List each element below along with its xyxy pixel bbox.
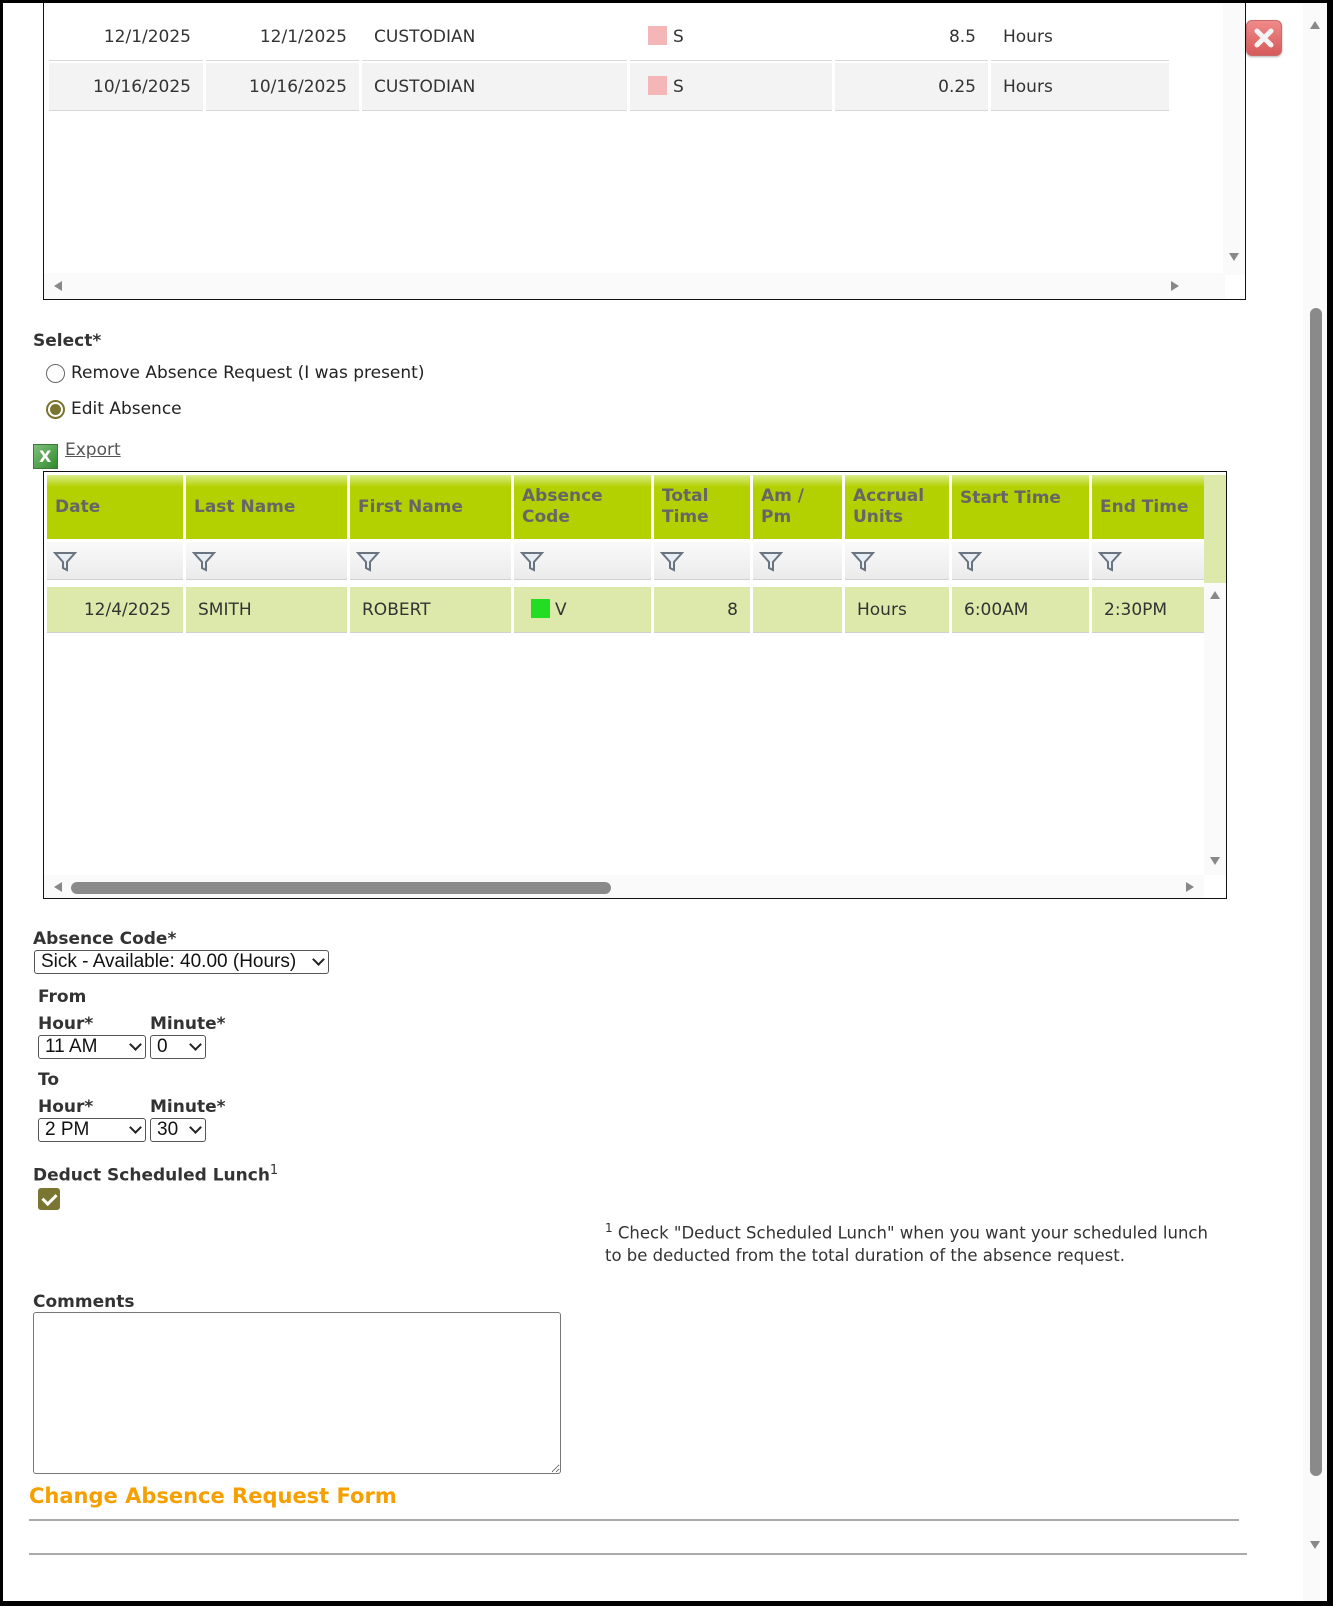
horizontal-scrollbar[interactable] bbox=[44, 273, 1225, 299]
from-label: From bbox=[38, 987, 87, 1007]
column-header-total-time[interactable]: Total Time bbox=[654, 475, 750, 539]
close-icon bbox=[1253, 27, 1275, 49]
from-hour-select[interactable] bbox=[38, 1035, 146, 1059]
to-minute-select[interactable] bbox=[150, 1118, 206, 1142]
code-cell bbox=[630, 13, 832, 61]
divider bbox=[29, 1553, 1247, 1555]
from-minute-select[interactable] bbox=[150, 1035, 206, 1059]
radio-remove-absence[interactable] bbox=[46, 363, 424, 383]
code-text: S bbox=[673, 27, 684, 47]
column-header-end-time[interactable]: End Time bbox=[1092, 475, 1205, 539]
divider bbox=[29, 1519, 1239, 1521]
chevron-down-icon bbox=[189, 1038, 202, 1051]
dialog-frame bbox=[3, 3, 1327, 1601]
am-pm-cell bbox=[753, 587, 842, 633]
filter-icon bbox=[192, 550, 216, 572]
scroll-left-arrow-icon[interactable] bbox=[54, 882, 62, 892]
column-header-last-name[interactable]: Last Name bbox=[186, 475, 347, 539]
vertical-scrollbar[interactable] bbox=[1204, 583, 1226, 875]
select-label: Select* bbox=[33, 331, 102, 351]
existing-absences-grid bbox=[43, 3, 1246, 300]
filter-total-time[interactable] bbox=[654, 542, 750, 580]
page-scroll-down-icon[interactable] bbox=[1310, 1541, 1320, 1549]
filter-icon bbox=[851, 550, 875, 572]
units-cell: Hours bbox=[991, 63, 1169, 111]
radio-label: Remove Absence Request (I was present) bbox=[71, 363, 425, 383]
filter-row bbox=[47, 542, 1208, 580]
column-header-start-time[interactable]: Start Time bbox=[952, 475, 1089, 539]
deduct-lunch-label: Deduct Scheduled Lunch$^1$ bbox=[33, 1163, 279, 1186]
filter-last-name[interactable] bbox=[186, 542, 347, 580]
filter-am-pm[interactable] bbox=[753, 542, 842, 580]
amount-cell: 8.5 bbox=[835, 13, 988, 61]
column-header-date[interactable]: Date bbox=[47, 475, 183, 539]
scroll-left-arrow-icon[interactable] bbox=[54, 281, 62, 291]
from-hour-label: Hour* bbox=[38, 1014, 94, 1034]
absence-code-cell bbox=[514, 587, 651, 633]
filter-icon bbox=[53, 550, 77, 572]
chevron-down-icon bbox=[129, 1121, 142, 1134]
first-name-cell: ROBERT bbox=[350, 587, 511, 633]
total-time-cell: 8 bbox=[654, 587, 750, 633]
chevron-down-icon bbox=[189, 1121, 202, 1134]
excel-icon bbox=[33, 444, 58, 469]
to-label: To bbox=[38, 1070, 60, 1090]
horizontal-scroll-thumb[interactable] bbox=[71, 882, 611, 894]
end-time-cell: 2:30PM bbox=[1092, 587, 1205, 633]
close-button[interactable] bbox=[1246, 20, 1282, 56]
end-date-cell: 12/1/2025 bbox=[206, 13, 359, 61]
comments-label: Comments bbox=[33, 1292, 135, 1312]
radio-edit-absence[interactable] bbox=[46, 399, 182, 419]
position-cell: CUSTODIAN bbox=[362, 63, 627, 111]
page-scroll-up-icon[interactable] bbox=[1310, 21, 1320, 29]
column-header-first-name[interactable]: First Name bbox=[350, 475, 511, 539]
code-color-swatch bbox=[648, 26, 667, 45]
to-minute-value: 30 bbox=[157, 1119, 179, 1140]
to-hour-select[interactable] bbox=[38, 1118, 146, 1142]
filter-icon bbox=[1098, 550, 1122, 572]
scroll-down-arrow-icon[interactable] bbox=[1229, 253, 1239, 261]
to-hour-label: Hour* bbox=[38, 1097, 94, 1117]
form-title: Change Absence Request Form bbox=[29, 1484, 397, 1508]
scroll-right-arrow-icon[interactable] bbox=[1171, 281, 1179, 291]
chevron-down-icon bbox=[129, 1038, 142, 1051]
filter-first-name[interactable] bbox=[350, 542, 511, 580]
filter-date[interactable] bbox=[47, 542, 183, 580]
position-cell: CUSTODIAN bbox=[362, 13, 627, 61]
from-minute-label: Minute* bbox=[150, 1014, 226, 1034]
page-scroll-thumb[interactable] bbox=[1310, 308, 1322, 1476]
horizontal-scrollbar[interactable] bbox=[44, 875, 1204, 899]
end-date-cell: 10/16/2025 bbox=[206, 63, 359, 111]
code-text: V bbox=[555, 600, 567, 620]
last-name-cell: SMITH bbox=[186, 587, 347, 633]
vertical-scrollbar[interactable] bbox=[1223, 3, 1245, 275]
filter-start-time[interactable] bbox=[952, 542, 1089, 580]
filter-accrual-units[interactable] bbox=[845, 542, 949, 580]
amount-cell: 0.25 bbox=[835, 63, 988, 111]
code-color-swatch bbox=[648, 76, 667, 95]
code-text: S bbox=[673, 77, 684, 97]
grid-header bbox=[47, 475, 1208, 539]
from-minute-value: 0 bbox=[157, 1036, 168, 1057]
column-header-absence-code[interactable]: Absence Code bbox=[514, 475, 651, 539]
start-date-cell: 12/1/2025 bbox=[49, 13, 203, 61]
filter-end-time[interactable] bbox=[1092, 542, 1205, 580]
deduct-lunch-checkbox[interactable] bbox=[38, 1188, 60, 1210]
table-row[interactable] bbox=[47, 587, 1208, 633]
absence-code-select[interactable] bbox=[34, 950, 329, 974]
code-color-swatch bbox=[531, 599, 550, 618]
code-cell bbox=[630, 63, 832, 111]
absence-code-label: Absence Code* bbox=[33, 929, 177, 949]
date-cell: 12/4/2025 bbox=[47, 587, 183, 633]
absence-code-value: Sick - Available: 40.00 (Hours) bbox=[41, 951, 297, 972]
to-hour-value: 2 PM bbox=[45, 1119, 90, 1140]
footnote-marker: 1 bbox=[269, 1163, 279, 1178]
filter-icon bbox=[660, 550, 684, 572]
scroll-down-arrow-icon[interactable] bbox=[1210, 857, 1220, 865]
table-row[interactable] bbox=[49, 63, 1174, 113]
filter-icon bbox=[958, 550, 982, 572]
scroll-up-arrow-icon[interactable] bbox=[1210, 591, 1220, 599]
chevron-down-icon bbox=[312, 953, 325, 966]
filter-absence-code[interactable] bbox=[514, 542, 651, 580]
radio-button-selected[interactable] bbox=[46, 400, 65, 419]
page-scrollbar[interactable] bbox=[1303, 3, 1327, 1601]
absence-grid bbox=[43, 471, 1227, 899]
export-label[interactable]: Export bbox=[65, 440, 121, 460]
column-header-accrual-units[interactable]: Accrual Units bbox=[845, 475, 949, 539]
radio-button[interactable] bbox=[46, 364, 65, 383]
filter-icon bbox=[520, 550, 544, 572]
header-scroll-spacer bbox=[1204, 475, 1226, 583]
to-minute-label: Minute* bbox=[150, 1097, 226, 1117]
scroll-right-arrow-icon[interactable] bbox=[1186, 882, 1194, 892]
comments-textarea[interactable] bbox=[33, 1312, 561, 1474]
from-hour-value: 11 AM bbox=[45, 1036, 98, 1057]
footnote-text: $^1$ Check "Deduct Scheduled Lunch" when you want your scheduled lunch to be deducted from the total duration of the absence request. bbox=[605, 1221, 1208, 1265]
export-link[interactable] bbox=[33, 440, 121, 469]
filter-icon bbox=[356, 550, 380, 572]
table-row[interactable] bbox=[49, 13, 1174, 63]
accrual-units-cell: Hours bbox=[845, 587, 949, 633]
start-date-cell: 10/16/2025 bbox=[49, 63, 203, 111]
start-time-cell: 6:00AM bbox=[952, 587, 1089, 633]
units-cell: Hours bbox=[991, 13, 1169, 61]
radio-label: Edit Absence bbox=[71, 399, 182, 419]
column-header-am-pm[interactable]: Am / Pm bbox=[753, 475, 842, 539]
filter-icon bbox=[759, 550, 783, 572]
